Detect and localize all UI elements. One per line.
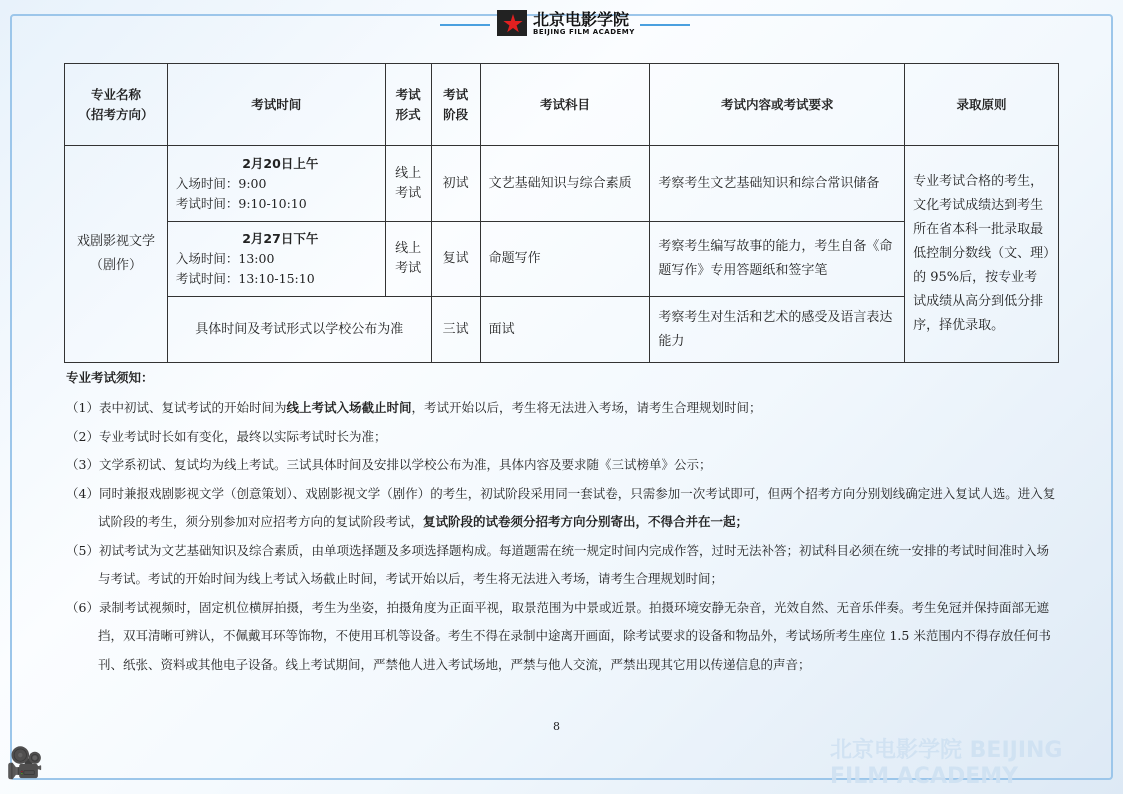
header-stage: 考试 阶段 xyxy=(431,64,480,146)
note-text: （1）表中初试、复试考试的开始时间为 xyxy=(66,400,287,415)
entry-time: 入场时间：13:00 xyxy=(175,251,275,266)
exam-form: 线上 考试 xyxy=(385,146,431,222)
page-number: 8 xyxy=(553,720,560,733)
note-3: （3）文学系初试、复试均为线上考试。三试具体时间及安排以学校公布为准，具体内容及要求随《三试榜单》公示； xyxy=(66,457,712,472)
footer-watermark: 北京电影学院 BEIJING FILM ACADEMY xyxy=(830,738,1063,789)
exam-content: 考察考生文艺基础知识和综合常识储备 xyxy=(650,146,905,222)
exam-time xyxy=(167,222,385,297)
exam-time-form: 具体时间及考试形式以学校公布为准 xyxy=(167,297,431,363)
bfa-logo xyxy=(497,10,635,36)
header-form: 考试 形式 xyxy=(385,64,431,146)
header-content: 考试内容或考试要求 xyxy=(650,64,905,146)
exam-duration: 考试时间：13:10-15:10 xyxy=(175,271,315,286)
note-emphasis: 线上考试入场截止时间 xyxy=(286,400,412,415)
exam-date: 2月27日下午 xyxy=(242,231,319,246)
exam-subject: 文艺基础知识与综合素质 xyxy=(480,146,650,222)
exam-content: 考察考生编写故事的能力，考生自备《命题写作》专用答题纸和签字笔 xyxy=(650,222,905,297)
film-camera-icon: 🎥 xyxy=(6,746,44,781)
header-line-right xyxy=(640,24,690,26)
exam-content: 考察考生对生活和艺术的感受及语言表达能力 xyxy=(650,297,905,363)
exam-subject: 面试 xyxy=(480,297,650,363)
header-time: 考试时间 xyxy=(167,64,385,146)
note-5: （5）初试考试为文艺基础知识及综合素质，由单项选择题及多项选择题构成。每道题需在统一规定时间内完成作答，过时无法补答；初试科目必须在统一安排的考试时间准时入场与考试。考试的开始时间为线上考试入场截止时间，考试开始以后，考生将无法进入考场，请考生合理规划时间； xyxy=(66,542,1049,586)
exam-stage: 三试 xyxy=(431,297,480,363)
table-header-row xyxy=(65,64,1059,146)
table-row xyxy=(65,146,1059,222)
note-text: （4）同时兼报戏剧影视文学（创意策划）、戏剧影视文学（剧作）的考生，初试阶段采用同一套试卷，只需参加一次考试即可，但两个招考方向分别划线确定进入复试人选。进入复试阶段的考生，须分别参加对应招考方向的复试阶段考试， xyxy=(66,485,1056,529)
exam-form: 线上 考试 xyxy=(385,222,431,297)
major-name: 戏剧影视文学 （剧作） xyxy=(65,146,168,363)
note-1 xyxy=(66,394,1056,423)
admission-rule: 专业考试合格的考生，文化考试成绩达到考生所在省本科一批录取最低控制分数线（文、理）的 95%后，按专业考试成绩从高分到低分排序，择优录取。 xyxy=(905,146,1059,363)
header-line-left xyxy=(440,24,490,26)
note-4 xyxy=(66,480,1056,537)
note-emphasis: 复试阶段的试卷须分招考方向分别寄出，不得合并在一起； xyxy=(423,514,749,529)
logo-cn: 北京电影学院 xyxy=(533,9,630,29)
exam-table xyxy=(64,63,1059,363)
exam-stage: 初试 xyxy=(431,146,480,222)
notes-title: 专业考试须知： xyxy=(66,370,154,385)
exam-date: 2月20日上午 xyxy=(242,155,319,171)
header-major: 专业名称 （招考方向） xyxy=(65,64,168,146)
exam-duration: 考试时间：9:10-10:10 xyxy=(175,195,307,211)
exam-stage: 复试 xyxy=(431,222,480,297)
exam-notes xyxy=(66,368,1056,679)
entry-time: 入场时间：9:00 xyxy=(175,175,267,191)
header-rule: 录取原则 xyxy=(905,64,1059,146)
exam-time xyxy=(167,146,385,222)
exam-subject: 命题写作 xyxy=(480,222,650,297)
star-logo-icon xyxy=(497,10,527,36)
note-6: （6）录制考试视频时，固定机位横屏拍摄，考生为坐姿，拍摄角度为正面平视，取景范围为中景或近景。拍摄环境安静无杂音，光效自然、无音乐伴奏。考生免冠并保持面部无遮挡，双耳清晰可辨认，不佩戴耳环等饰物，不使用耳机等设备。考生不得在录制中途离开画面，除考试要求的设备和物品外，考试场所考生座位 1.5 米范围内不得存放任何书刊、纸张、资料或其他电子设备。线上考试期间，严禁他人进入考试场地，严禁与他人交流，严禁出现其它用以传递信息的声音； xyxy=(66,599,1051,672)
note-2: （2）专业考试时长如有变化，最终以实际考试时长为准； xyxy=(66,428,387,444)
header-subject: 考试科目 xyxy=(480,64,650,146)
logo-en: BEIJING FILM ACADEMY xyxy=(533,27,635,36)
note-text: ，考试开始以后，考生将无法进入考场，请考生合理规划时间； xyxy=(411,400,762,415)
